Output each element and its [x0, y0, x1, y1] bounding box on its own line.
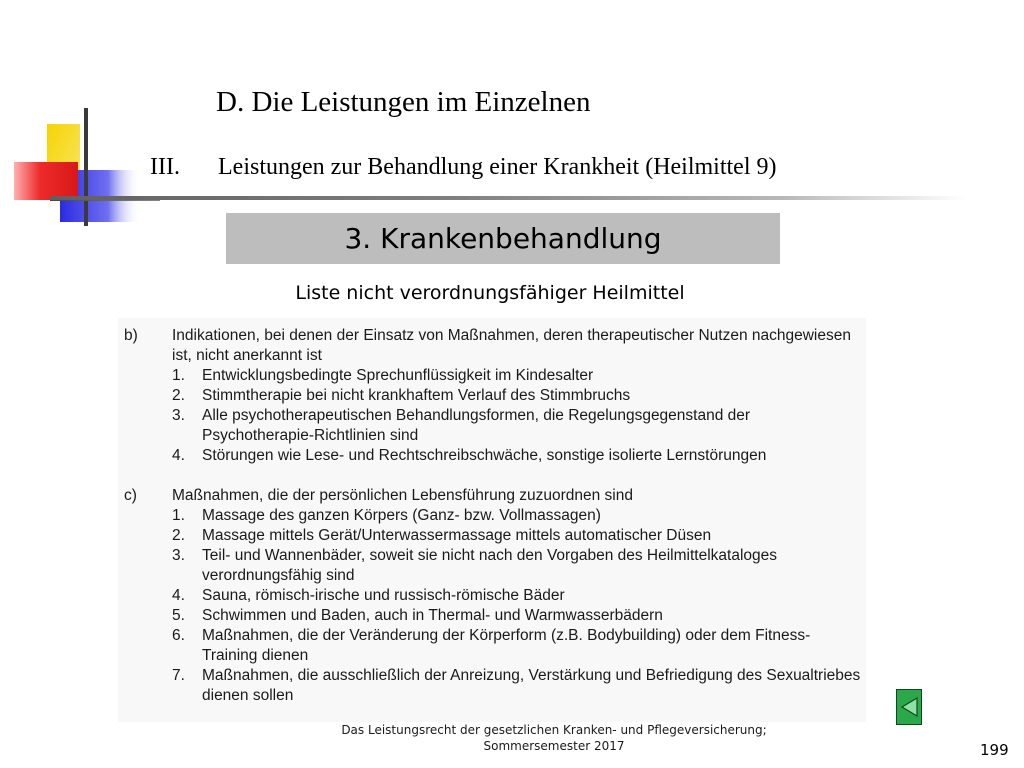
- scanned-document: [124, 326, 864, 706]
- list-title: Liste nicht verordnungsfähiger Heilmittel: [295, 282, 685, 304]
- decorative-color-blocks: [0, 0, 200, 240]
- list-item: [172, 386, 864, 406]
- section-number: III.: [150, 154, 180, 180]
- slide-title: D. Die Leistungen im Einzelnen: [216, 86, 591, 118]
- back-navigation-button[interactable]: [896, 689, 922, 725]
- item-number: 5.: [172, 607, 185, 624]
- list-item: [172, 666, 864, 706]
- list-item: [172, 506, 864, 526]
- item-text: Sauna, römisch-irische und russisch-römische Bäder: [202, 587, 565, 604]
- triangle-left-icon: [897, 690, 921, 724]
- item-text: Entwicklungsbedingte Sprechunflüssigkeit im Kindesalter: [202, 367, 594, 384]
- item-number: 7.: [172, 667, 185, 684]
- footer-line-2: Sommersemester 2017: [483, 739, 625, 753]
- footer-line-1: Das Leistungsrecht der gesetzlichen Kranken- und Pflegeversicherung;: [341, 723, 767, 737]
- item-text: Massage mittels Gerät/Unterwassermassage mittels automatischer Düsen: [202, 527, 712, 544]
- item-number: 3.: [172, 407, 185, 424]
- item-text: Teil- und Wannenbäder, soweit sie nicht nach den Vorgaben des Heilmittelkataloges verordnungsfähig sind: [202, 547, 777, 584]
- list-item: [172, 586, 864, 606]
- item-number: 4.: [172, 447, 185, 464]
- section-label: c): [124, 487, 137, 504]
- list-item: [172, 406, 864, 446]
- item-number: 2.: [172, 527, 185, 544]
- item-text: Massage des ganzen Körpers (Ganz- bzw. Vollmassagen): [202, 507, 601, 524]
- item-text: Alle psychotherapeutischen Behandlungsformen, die Regelungsgegenstand der Psychotherapie-Richtlinien sind: [202, 407, 751, 444]
- topic-banner: [226, 213, 780, 264]
- section-intro: Indikationen, bei denen der Einsatz von Maßnahmen, deren therapeutischer Nutzen nachgewiesen ist, nicht anerkannt ist: [172, 327, 851, 364]
- page-number: 199: [980, 741, 1009, 759]
- section-b: [124, 326, 864, 466]
- item-text: Maßnahmen, die der Veränderung der Körperform (z.B. Bodybuilding) oder dem Fitness-Training dienen: [202, 627, 811, 664]
- item-number: 3.: [172, 547, 185, 564]
- item-number: 1.: [172, 507, 185, 524]
- list-item: [172, 606, 864, 626]
- item-text: Schwimmen und Baden, auch in Thermal- und Warmwasserbädern: [202, 607, 663, 624]
- item-number: 6.: [172, 627, 185, 644]
- item-text: Stimmtherapie bei nicht krankhaftem Verlauf des Stimmbruchs: [202, 387, 631, 404]
- section-heading: [150, 154, 777, 181]
- item-number: 1.: [172, 367, 185, 384]
- list-item: [172, 366, 864, 386]
- section-c: [124, 486, 864, 706]
- section-label: b): [124, 327, 138, 344]
- item-number: 4.: [172, 587, 185, 604]
- item-number: 2.: [172, 387, 185, 404]
- topic-banner-text: 3. Krankenbehandlung: [344, 222, 662, 255]
- section-title: Leistungen zur Behandlung einer Krankheit (Heilmittel 9): [218, 154, 777, 180]
- item-text: Maßnahmen, die ausschließlich der Anreizung, Verstärkung und Befriedigung des Sexualtriebes dienen sollen: [202, 667, 861, 704]
- list-item: [172, 546, 864, 586]
- item-text: Störungen wie Lese- und Rechtschreibschwäche, sonstige isolierte Lernstörungen: [202, 447, 767, 464]
- divider-line: [50, 196, 966, 200]
- list-item: [172, 626, 864, 666]
- list-item: [172, 526, 864, 546]
- list-item: [172, 446, 864, 466]
- section-intro: Maßnahmen, die der persönlichen Lebensführung zuzuordnen sind: [172, 487, 633, 504]
- slide-footer: [300, 722, 808, 754]
